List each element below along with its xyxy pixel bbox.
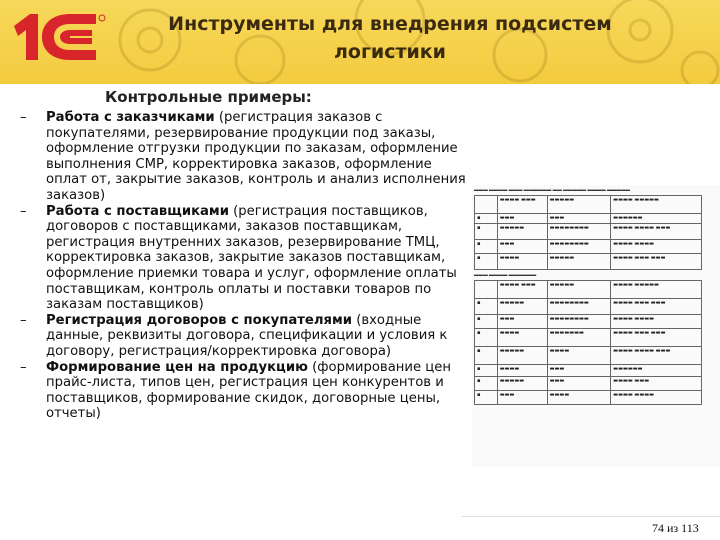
item-heading: Регистрация договоров с покупателями [46, 312, 352, 328]
scan-table-bottom: ▬▬▬▬ ▬▬▬ ▬▬▬▬▬ ▬▬▬▬ ▬▬▬▬▬ ▪ ▬▬▬▬▬ ▬▬▬▬▬▬▬▬ ▬▬▬▬ ▬▬▬ ▬▬▬ ▪ ▬▬▬ ▬▬▬▬▬▬▬▬ ▬▬▬▬ ▬▬▬▬ ▪ ▬▬▬▬ ▬▬▬▬▬▬▬ ▬▬▬▬ ▬▬▬ ▬▬▬ ▪ ▬▬▬▬▬ ▬▬▬▬ ▬▬▬▬ ▬▬▬▬ ▬▬▬ ▪ ▬▬▬▬ ▬▬▬ ▬▬▬▬▬▬ ▪ ▬▬▬▬▬ ▬▬▬ ▬▬▬▬ ▬▬▬ ▪ ▬▬▬ ▬▬▬▬ ▬▬▬▬ ▬▬▬▬ [474, 280, 702, 405]
list-item [20, 360, 468, 422]
dash-marker: – [20, 359, 27, 375]
list-item [20, 204, 468, 313]
bullet-list [20, 110, 468, 422]
item-text: (входные данные, реквизиты договора, спецификации и условия к договору, регистрация/корректировка договора) [46, 312, 448, 359]
item-heading: Формирование цен на продукцию [46, 359, 308, 375]
footer-divider [462, 516, 720, 517]
item-heading: Работа с заказчиками [46, 110, 215, 125]
1c-logo [8, 8, 108, 64]
list-item [20, 313, 468, 360]
scan-caption: ▬▬▬ ▬▬▬▬ ▬▬▬ ▬▬▬▬▬▬ ▬▬ ▬▬▬▬▬ ▬▬▬▬ ▬▬▬▬▬ [474, 187, 630, 192]
dash-marker: – [20, 312, 27, 328]
scan-table-top: ▬▬▬▬ ▬▬▬ ▬▬▬▬▬ ▬▬▬▬ ▬▬▬▬▬ ▪ ▬▬▬ ▬▬▬ ▬▬▬▬▬▬ ▪ ▬▬▬▬▬ ▬▬▬▬▬▬▬▬ ▬▬▬▬ ▬▬▬▬ ▬▬▬ ▪ ▬▬▬ ▬▬▬▬▬▬▬▬ ▬▬▬▬ ▬▬▬▬ ▪ ▬▬▬▬ ▬▬▬▬▬ ▬▬▬▬ ▬▬▬ ▬▬▬ [474, 195, 702, 270]
item-heading: Работа с поставщиками [46, 203, 229, 219]
item-text: (регистрация заказов с покупателями, резервирование продукции под заказы, оформление отгрузки продукции по заказам, оформление выполнения СМР, корректировка заказов, оформление оплат от, закрытие заказов, контроль и анализ исполнения заказов) [46, 110, 466, 203]
page-title: Инструменты для внедрения подсистем логистики [168, 13, 612, 63]
list-item [20, 110, 468, 204]
dash-marker: – [20, 110, 27, 125]
page-number: 74 из 113 [652, 521, 699, 535]
document-scan-image [472, 185, 720, 467]
item-text: (регистрация поставщиков, договоров с поставщиками, заказов поставщикам, регистрация внутренних заказов, резервирование ТМЦ, корректировка заказов, закрытие заказов поставщикам, оформление приемки товара и услуг, оформление оплаты поставщикам, контроль оплаты и поставки товаров по заказам поставщиков) [46, 203, 457, 313]
header-banner [0, 0, 720, 84]
scan-caption: ▬▬▬ ▬▬▬▬ ▬▬▬▬▬▬ [474, 272, 537, 277]
dash-marker: – [20, 203, 27, 219]
item-text: (формирование цен прайс-листа, типов цен, регистрация цен конкурентов и поставщиков, формирование скидок, договорные цены, отчеты) [46, 359, 451, 422]
section-subtitle: Контрольные примеры: [105, 88, 312, 106]
